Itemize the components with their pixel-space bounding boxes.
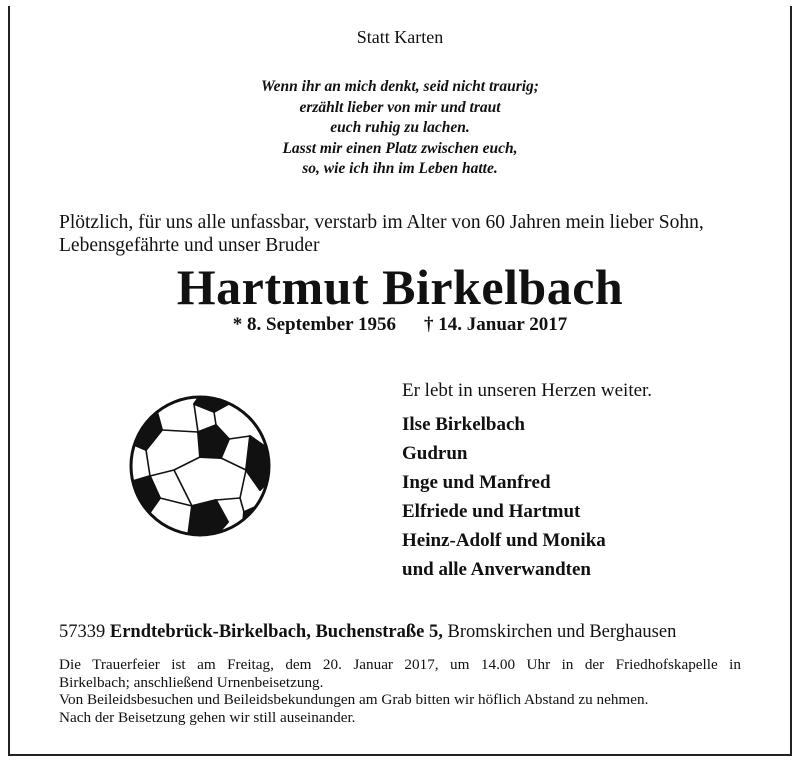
- mourners-list: [402, 380, 652, 584]
- intro-line: Plötzlich, für uns alle unfassbar, verstarb im Alter von 60 Jahren mein lieber Sohn,: [59, 212, 704, 233]
- mourner-name: Heinz-Adolf und Monika: [402, 530, 606, 551]
- soccer-ball-icon: [128, 394, 272, 538]
- header-text: Statt Karten: [356, 27, 444, 47]
- intro-line: Lebensgefährte und unser Bruder: [59, 235, 320, 256]
- notice-line: Nach der Beisetzung gehen wir still auseinander.: [59, 708, 356, 726]
- mourner-name: und alle Anverwandten: [402, 559, 591, 580]
- poem-line: so, wie ich ihn im Leben hatte.: [302, 160, 498, 177]
- notice-line: Von Beileidsbesuchen und Beileidsbekundungen am Grab bitten wir höflich Abstand zu nehmen.: [59, 691, 649, 709]
- poem-line: Wenn ihr an mich denkt, seid nicht traurig;: [261, 78, 539, 95]
- deceased-name: Hartmut Birkelbach: [176, 259, 624, 315]
- death-date: † 14. Januar 2017: [424, 314, 568, 335]
- mourner-name: Gudrun: [402, 443, 468, 464]
- address-zip: 57339: [59, 622, 106, 642]
- mourners-intro: Er lebt in unseren Herzen weiter.: [402, 380, 653, 401]
- poem-line: erzählt lieber von mir und traut: [299, 98, 501, 116]
- mourner-name: Elfriede und Hartmut: [402, 501, 581, 522]
- address-places: Bromskirchen und Berghausen: [447, 622, 677, 642]
- mourner-name: Inge und Manfred: [402, 472, 551, 493]
- notice-line: Birkelbach; anschließend Urnenbeisetzung.: [59, 673, 324, 691]
- poem-line: euch ruhig zu lachen.: [330, 119, 470, 136]
- address-street: Erndtebrück-Birkelbach, Buchenstraße 5,: [109, 622, 443, 642]
- mourner-name: Ilse Birkelbach: [402, 414, 525, 435]
- address-line: [59, 622, 676, 643]
- funeral-notice: [59, 656, 741, 726]
- birth-date: * 8. September 1956: [232, 314, 396, 335]
- poem-line: Lasst mir einen Platz zwischen euch,: [282, 139, 518, 157]
- notice-line: Die Trauerfeier ist am Freitag, dem 20. Januar 2017, um 14.00 Uhr in der Friedhofskapelle in: [59, 656, 741, 673]
- poem: [0, 77, 800, 180]
- life-dates: [0, 314, 800, 336]
- intro-text: [59, 211, 779, 257]
